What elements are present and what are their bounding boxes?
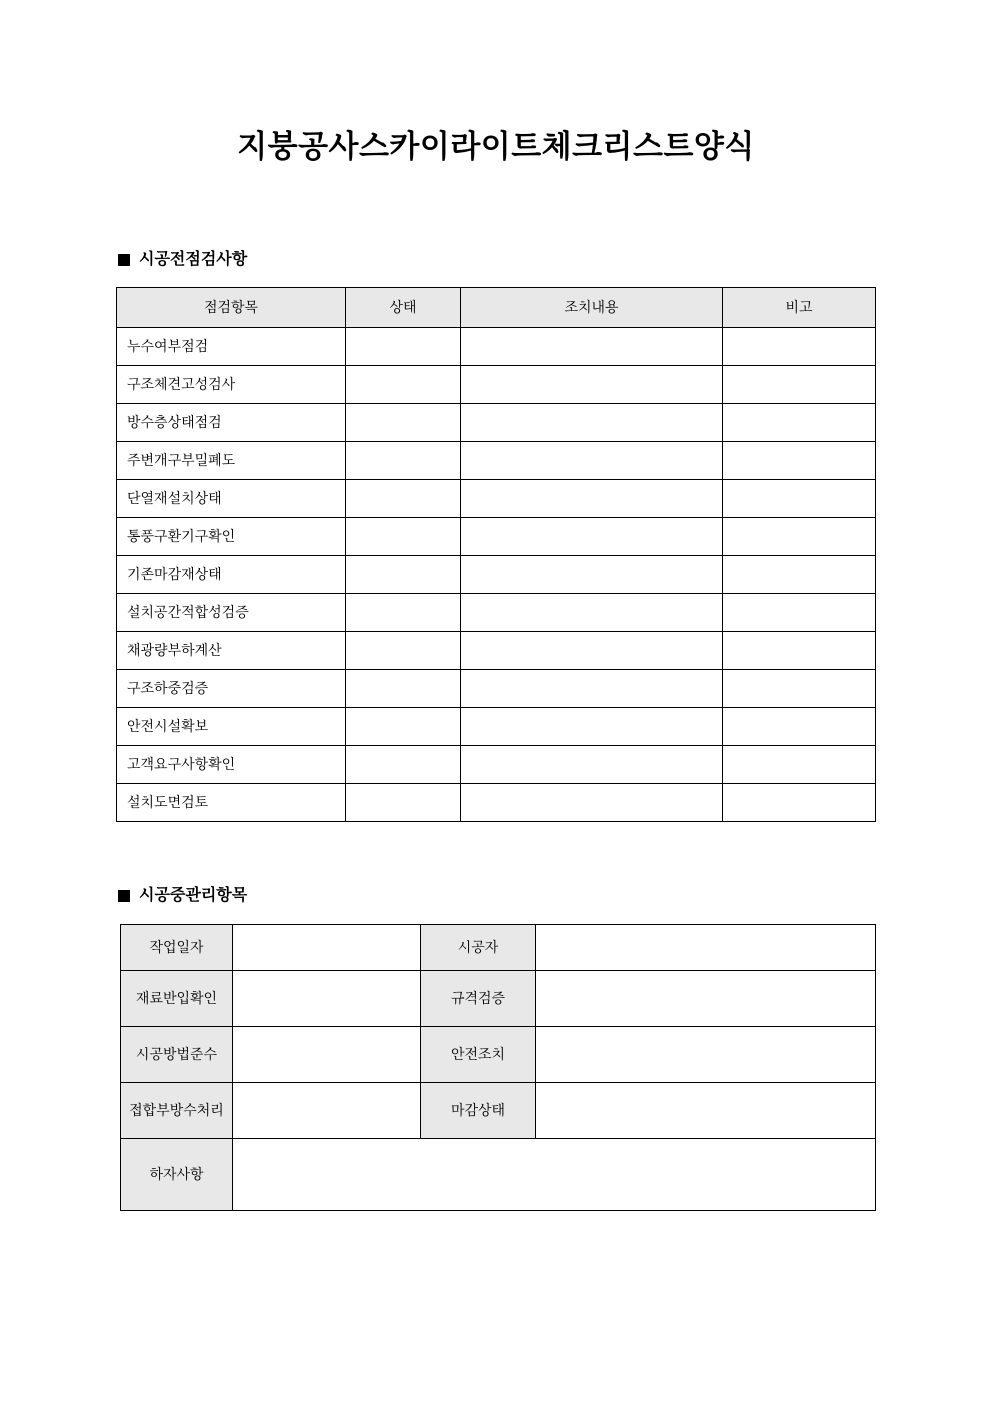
inspection-state-field[interactable] bbox=[346, 556, 461, 594]
table-row bbox=[117, 594, 876, 632]
inspection-state-field[interactable] bbox=[346, 784, 461, 822]
inspection-item-label: 통풍구환기구확인 bbox=[117, 518, 346, 556]
table-row bbox=[117, 670, 876, 708]
inspection-note-field[interactable] bbox=[723, 366, 876, 404]
table-row bbox=[117, 442, 876, 480]
pre-construction-inspection-table bbox=[116, 287, 876, 822]
inspection-note-field[interactable] bbox=[723, 518, 876, 556]
management-value-left[interactable] bbox=[233, 1027, 421, 1083]
table-row bbox=[117, 518, 876, 556]
inspection-action-field[interactable] bbox=[461, 556, 723, 594]
inspection-state-field[interactable] bbox=[346, 404, 461, 442]
inspection-item-label: 안전시설확보 bbox=[117, 708, 346, 746]
defect-label: 하자사항 bbox=[121, 1139, 233, 1211]
management-value-right[interactable] bbox=[536, 1083, 876, 1139]
inspection-note-field[interactable] bbox=[723, 632, 876, 670]
inspection-note-field[interactable] bbox=[723, 480, 876, 518]
management-value-left[interactable] bbox=[233, 971, 421, 1027]
column-header-state: 상태 bbox=[346, 288, 461, 328]
inspection-action-field[interactable] bbox=[461, 404, 723, 442]
inspection-state-field[interactable] bbox=[346, 480, 461, 518]
inspection-action-field[interactable] bbox=[461, 366, 723, 404]
inspection-state-field[interactable] bbox=[346, 632, 461, 670]
table-row bbox=[117, 632, 876, 670]
inspection-item-label: 설치도면검토 bbox=[117, 784, 346, 822]
management-label-left: 작업일자 bbox=[121, 925, 233, 971]
section-heading-label: 시공전점검사항 bbox=[139, 251, 248, 268]
management-value-right[interactable] bbox=[536, 971, 876, 1027]
inspection-item-label: 구조하중검증 bbox=[117, 670, 346, 708]
inspection-state-field[interactable] bbox=[346, 366, 461, 404]
page-title: 지붕공사스카이라이트체크리스트양식 bbox=[237, 129, 755, 164]
inspection-note-field[interactable] bbox=[723, 746, 876, 784]
square-bullet-icon bbox=[118, 890, 130, 902]
inspection-item-label: 방수층상태점검 bbox=[117, 404, 346, 442]
defect-value-field[interactable] bbox=[233, 1139, 876, 1211]
table-row bbox=[117, 556, 876, 594]
inspection-item-label: 설치공간적합성검증 bbox=[117, 594, 346, 632]
inspection-action-field[interactable] bbox=[461, 670, 723, 708]
inspection-note-field[interactable] bbox=[723, 594, 876, 632]
during-construction-management-table bbox=[120, 924, 876, 1211]
inspection-note-field[interactable] bbox=[723, 442, 876, 480]
inspection-note-field[interactable] bbox=[723, 404, 876, 442]
inspection-state-field[interactable] bbox=[346, 746, 461, 784]
table-row bbox=[117, 784, 876, 822]
inspection-action-field[interactable] bbox=[461, 746, 723, 784]
management-value-right[interactable] bbox=[536, 925, 876, 971]
table-row bbox=[117, 708, 876, 746]
inspection-action-field[interactable] bbox=[461, 328, 723, 366]
inspection-state-field[interactable] bbox=[346, 708, 461, 746]
management-value-left[interactable] bbox=[233, 1083, 421, 1139]
table-header-row bbox=[117, 288, 876, 328]
table-row-defect bbox=[121, 1139, 876, 1211]
column-header-action: 조치내용 bbox=[461, 288, 723, 328]
inspection-item-label: 고객요구사항확인 bbox=[117, 746, 346, 784]
inspection-item-label: 누수여부점검 bbox=[117, 328, 346, 366]
inspection-state-field[interactable] bbox=[346, 594, 461, 632]
inspection-note-field[interactable] bbox=[723, 784, 876, 822]
section-heading-label: 시공중관리항목 bbox=[139, 887, 248, 904]
inspection-note-field[interactable] bbox=[723, 556, 876, 594]
inspection-action-field[interactable] bbox=[461, 442, 723, 480]
management-label-right: 규격검증 bbox=[421, 971, 536, 1027]
inspection-note-field[interactable] bbox=[723, 670, 876, 708]
inspection-action-field[interactable] bbox=[461, 632, 723, 670]
inspection-state-field[interactable] bbox=[346, 518, 461, 556]
inspection-item-label: 채광량부하계산 bbox=[117, 632, 346, 670]
inspection-action-field[interactable] bbox=[461, 594, 723, 632]
section-heading-during-construction bbox=[118, 886, 247, 907]
table-row bbox=[121, 971, 876, 1027]
table-row bbox=[117, 366, 876, 404]
inspection-action-field[interactable] bbox=[461, 708, 723, 746]
table-row bbox=[117, 480, 876, 518]
column-header-item: 점검항목 bbox=[117, 288, 346, 328]
inspection-action-field[interactable] bbox=[461, 784, 723, 822]
inspection-action-field[interactable] bbox=[461, 518, 723, 556]
management-label-right: 마감상태 bbox=[421, 1083, 536, 1139]
inspection-item-label: 구조체견고성검사 bbox=[117, 366, 346, 404]
management-value-left[interactable] bbox=[233, 925, 421, 971]
square-bullet-icon bbox=[118, 254, 130, 266]
table-row bbox=[117, 328, 876, 366]
management-value-right[interactable] bbox=[536, 1027, 876, 1083]
table-row bbox=[117, 404, 876, 442]
inspection-item-label: 주변개구부밀폐도 bbox=[117, 442, 346, 480]
inspection-action-field[interactable] bbox=[461, 480, 723, 518]
management-label-right: 안전조치 bbox=[421, 1027, 536, 1083]
management-label-left: 시공방법준수 bbox=[121, 1027, 233, 1083]
table-row bbox=[121, 1027, 876, 1083]
inspection-item-label: 단열재설치상태 bbox=[117, 480, 346, 518]
inspection-note-field[interactable] bbox=[723, 328, 876, 366]
management-label-left: 접합부방수처리 bbox=[121, 1083, 233, 1139]
management-label-right: 시공자 bbox=[421, 925, 536, 971]
management-label-left: 재료반입확인 bbox=[121, 971, 233, 1027]
table-row bbox=[121, 925, 876, 971]
inspection-state-field[interactable] bbox=[346, 670, 461, 708]
inspection-state-field[interactable] bbox=[346, 328, 461, 366]
inspection-item-label: 기존마감재상태 bbox=[117, 556, 346, 594]
table-row bbox=[117, 746, 876, 784]
section-heading-pre-construction bbox=[118, 250, 247, 271]
table-row bbox=[121, 1083, 876, 1139]
column-header-note: 비고 bbox=[723, 288, 876, 328]
inspection-state-field[interactable] bbox=[346, 442, 461, 480]
inspection-note-field[interactable] bbox=[723, 708, 876, 746]
